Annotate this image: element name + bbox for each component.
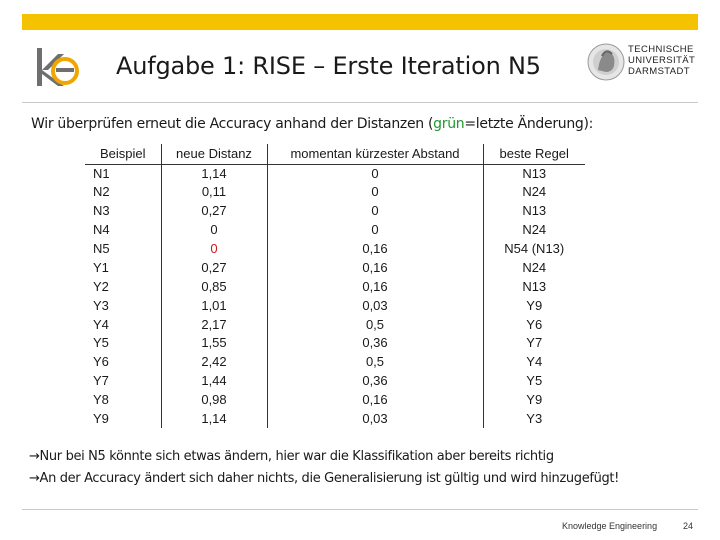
ke-logo-icon [34,46,80,88]
table-row-highlighted: N5 0 0,16 N54 (N13) [85,240,585,259]
table-row: Y8 0,98 0,16 Y9 [85,391,585,410]
conclusion-bullets [29,446,619,490]
table-row: N1 1,14 0 N13 [85,164,585,183]
table-row: Y6 2,42 0,5 Y4 [85,353,585,372]
distance-table [85,144,585,428]
athena-seal-icon [586,42,626,82]
bullet-item: →An der Accuracy ändert sich daher nichts, die Generalisierung ist gültig und wird hinzugefügt! [29,471,619,486]
header-kuerzester-abstand: momentan kürzester Abstand [267,144,483,164]
table-row: Y2 0,85 0,16 N13 [85,277,585,296]
table-row: Y3 1,01 0,03 Y9 [85,296,585,315]
bullet-item: →Nur bei N5 könnte sich etwas ändern, hier war die Klassifikation aber bereits richtig [29,449,554,464]
footer-course-label: Knowledge Engineering [562,521,658,531]
table-header-row [85,144,585,164]
page-number: 24 [683,521,694,531]
university-name: TECHNISCHE UNIVERSITÄT DARMSTADT [628,44,696,77]
header-beste-regel: beste Regel [483,144,585,164]
tu-darmstadt-logo [586,40,704,84]
header-neue-distanz: neue Distanz [161,144,267,164]
header-beispiel: Beispiel [85,144,161,164]
page-title: Aufgabe 1: RISE – Erste Iteration N5 [116,52,541,80]
header-divider [22,102,698,103]
table-row: Y7 1,44 0,36 Y5 [85,372,585,391]
table-row: Y5 1,55 0,36 Y7 [85,334,585,353]
intro-text: Wir überprüfen erneut die Accuracy anhand der Distanzen (grün=letzte Änderung): [31,116,594,132]
table-row: Y4 2,17 0,5 Y6 [85,315,585,334]
table-row: N3 0,27 0 N13 [85,202,585,221]
footer-divider [22,509,698,510]
table-row: Y9 1,14 0,03 Y3 [85,410,585,429]
intro-highlight: grün [433,116,465,132]
changed-distance: 0 [161,240,267,259]
table-row: N4 0 0 N24 [85,221,585,240]
table-row: N2 0,11 0 N24 [85,183,585,202]
table-row: Y1 0,27 0,16 N24 [85,258,585,277]
header-accent-bar [22,14,698,30]
